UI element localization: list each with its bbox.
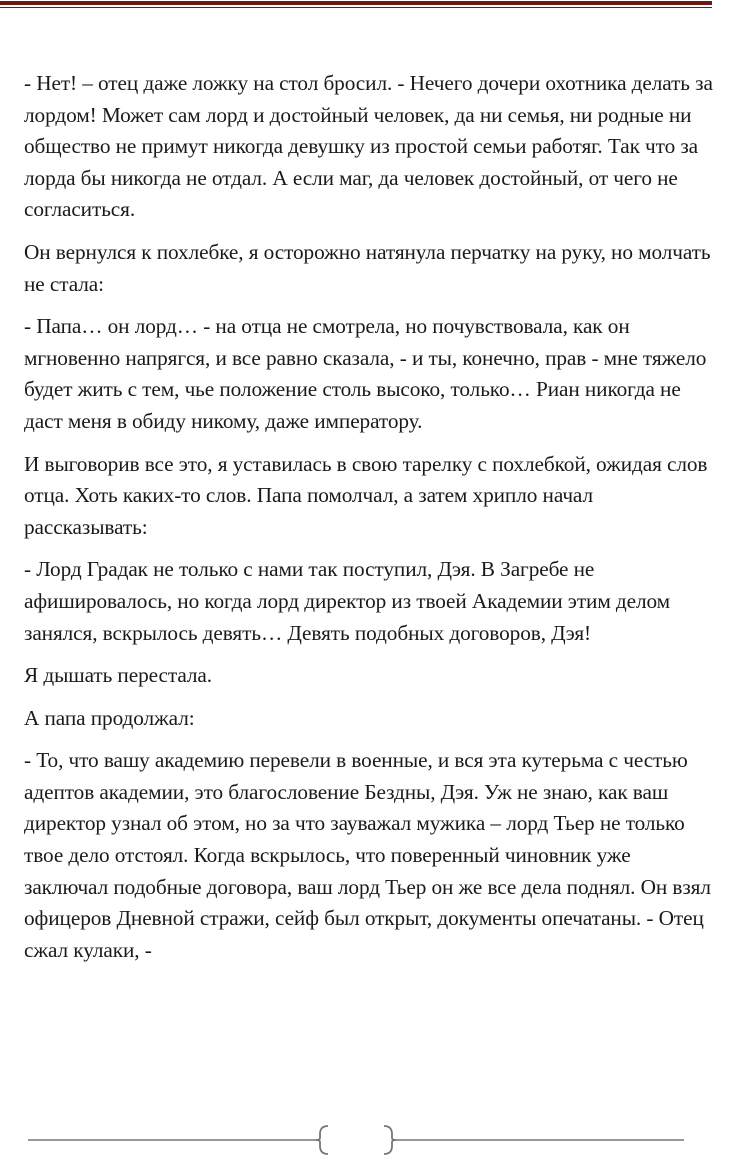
footer-bracket-ornament-icon	[28, 1122, 684, 1158]
paragraph: - Лорд Градак не только с нами так поступил, Дэя. В Загребе не афишировалось, но когда лорд директор из твоей Академии этим делом занялся, вскрылось девять… Девять подобных договоров, Дэя!	[24, 557, 671, 645]
paragraph: - То, что вашу академию перевели в военные, и вся эта кутерьма с честью адептов академии, это благословение Бездны, Дэя. Уж не знаю, как ваш директор узнал об этом, но за что зауважал мужика – лорд Тьер не только твое дело отстоял. Когда вскрылось, что поверенный чиновник уже заключал подобные договора, ваш лорд Тьер он же все дела поднял. Он взял офицеров Дневной стражи, сейф был открыт, документы опечатаны. - Отец сжал кулаки, -	[24, 748, 711, 962]
paragraph: - Нет! – отец даже ложку на стол бросил. - Нечего дочери охотника делать за лордом! Может сам лорд и достойный человек, да ни семья, ни родные ни общество не примут никогда девушку из простой семьи работяг. Так что за лорда бы никогда не отдал. А если маг, да человек достойный, от чего не согласиться.	[24, 71, 713, 222]
header-rule-thin-line	[0, 7, 712, 8]
footer-ornament	[28, 1122, 684, 1158]
paragraph: И выговорив все это, я уставилась в свою тарелку с похлебкой, ожидая слов отца. Хоть каких-то слов. Папа помолчал, а затем хрипло начал рассказывать:	[24, 451, 708, 539]
paragraph: Он вернулся к похлебке, я осторожно натянула перчатку на руку, но молчать не стала:	[24, 239, 711, 296]
header-rule-thick-line	[0, 1, 712, 5]
header-rule	[0, 0, 712, 9]
paragraph: Я дышать перестала.	[24, 663, 212, 688]
paragraph: - Папа… он лорд… - на отца не смотрела, но почувствовала, как он мгновенно напрягся, и все равно сказала, - и ты, конечно, прав - мне тяжело будет жить с тем, чье положение столь высоко, только… Риан никогда не даст меня в обиду никому, даже императору.	[24, 314, 707, 433]
page-text	[24, 68, 719, 977]
paragraph: А папа продолжал:	[24, 705, 195, 730]
